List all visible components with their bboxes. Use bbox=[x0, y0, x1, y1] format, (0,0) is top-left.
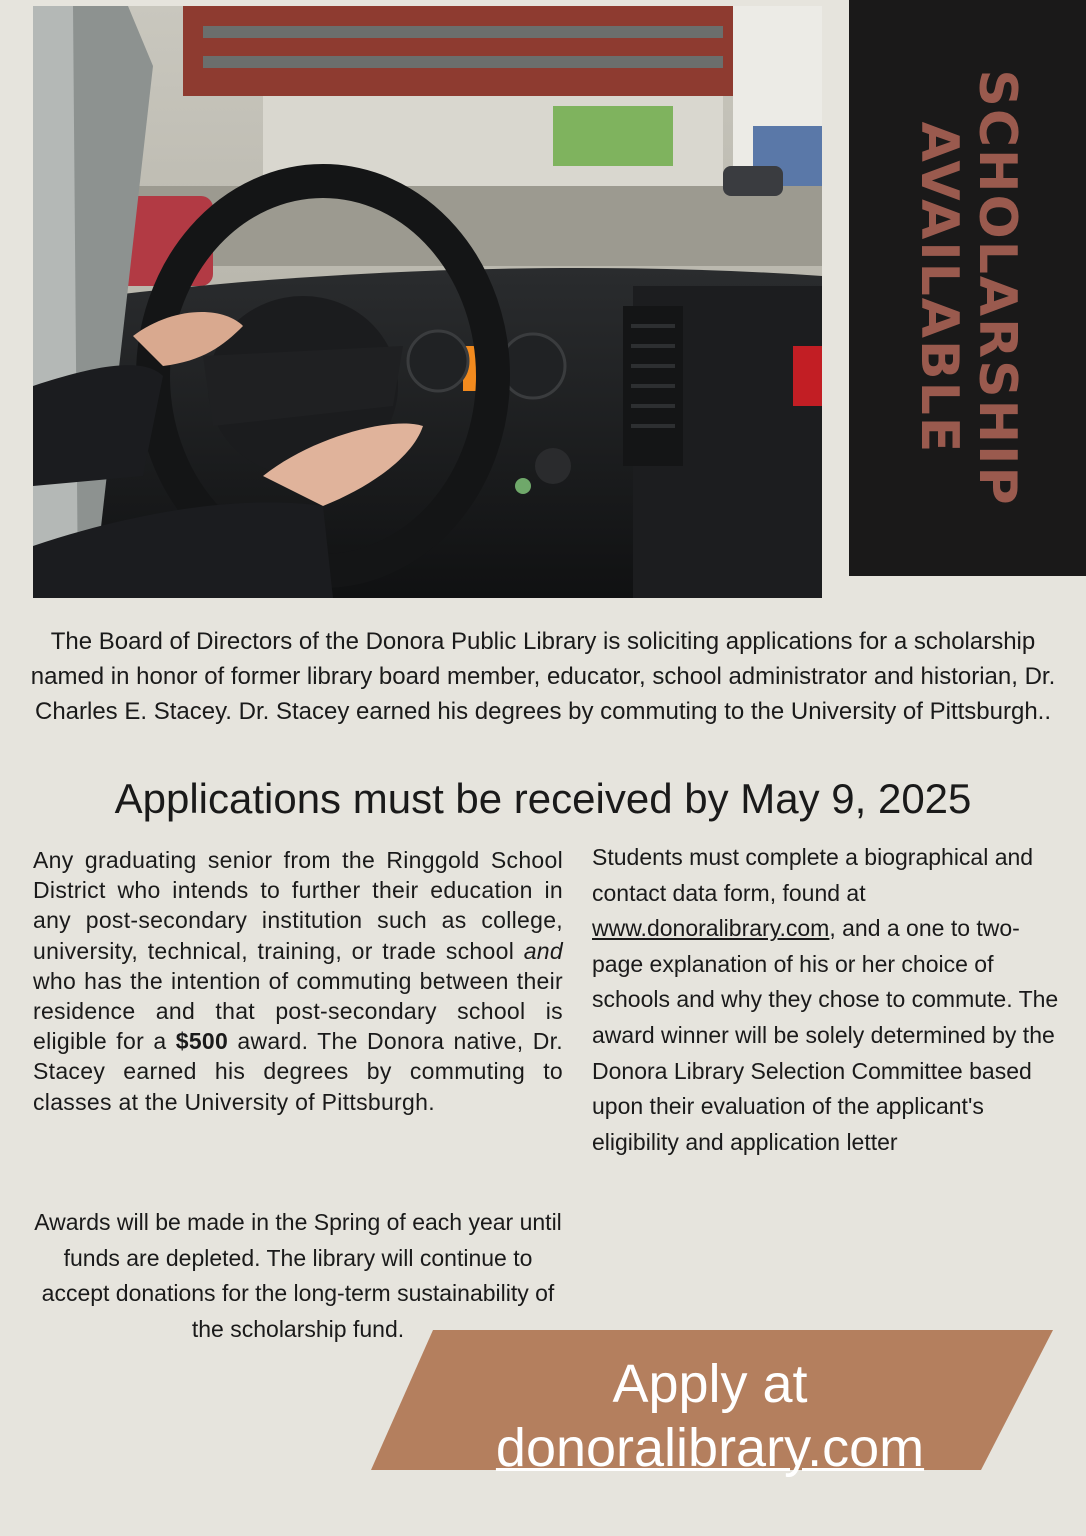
requirements-text-2: , and a one to two-page explanation of his or her choice of schools and why they chose to commute. The award winner will be solely determined by the Donora Library Selection Committee based upon their evaluation of the applicant's eligibility and application letter bbox=[592, 915, 1059, 1155]
eligibility-text-1: Any graduating senior from the Ringgold School District who intends to further their education in any post-secondary institution such as college, university, technical, training, or trade school bbox=[33, 847, 563, 964]
requirements-text-1: Students must complete a biographical and contact data form, found at bbox=[592, 844, 1034, 906]
intro-paragraph: The Board of Directors of the Donora Public Library is soliciting applications for a scholarship named in honor of former library board member, educator, school administrator and historian, Dr. Charles E. Stacey. Dr. Stacey earned his degrees by commuting to the University of Pittsburgh.. bbox=[30, 628, 1056, 725]
banner-title bbox=[910, 8, 1026, 568]
awards-paragraph: Awards will be made in the Spring of each year until funds are depleted. The library will continue to accept donations for the long-term sustainability of the scholarship fund. bbox=[34, 1209, 562, 1342]
deadline-heading: Applications must be received by May 9, 2025 bbox=[114, 775, 972, 822]
cta-url-link[interactable]: donoralibrary.com bbox=[495, 1418, 925, 1478]
hero-photo bbox=[33, 6, 822, 598]
eligibility-paragraph bbox=[33, 845, 563, 1117]
scholarship-banner bbox=[849, 0, 1086, 576]
award-amount: $500 bbox=[175, 1028, 229, 1055]
eligibility-text-3: award. The Donora native, Dr. Stacey earned his degrees by commuting to classes at the University of Pittsburgh. bbox=[33, 1028, 563, 1115]
banner-line-2: AVAILABLE bbox=[908, 121, 969, 455]
eligibility-and: and bbox=[523, 937, 563, 964]
apply-call-to-action bbox=[380, 1352, 1040, 1480]
banner-line-1: SCHOLARSHIP bbox=[966, 69, 1027, 507]
eligibility-text-2: who has the intention of commuting between their residence and that post-secondary school is eligible for a bbox=[33, 967, 563, 1055]
cta-line-1: Apply at bbox=[612, 1354, 808, 1414]
library-website-link[interactable]: www.donoralibrary.com bbox=[592, 915, 830, 942]
driver-steering-wheel-icon bbox=[33, 6, 822, 598]
requirements-paragraph bbox=[592, 840, 1062, 1160]
